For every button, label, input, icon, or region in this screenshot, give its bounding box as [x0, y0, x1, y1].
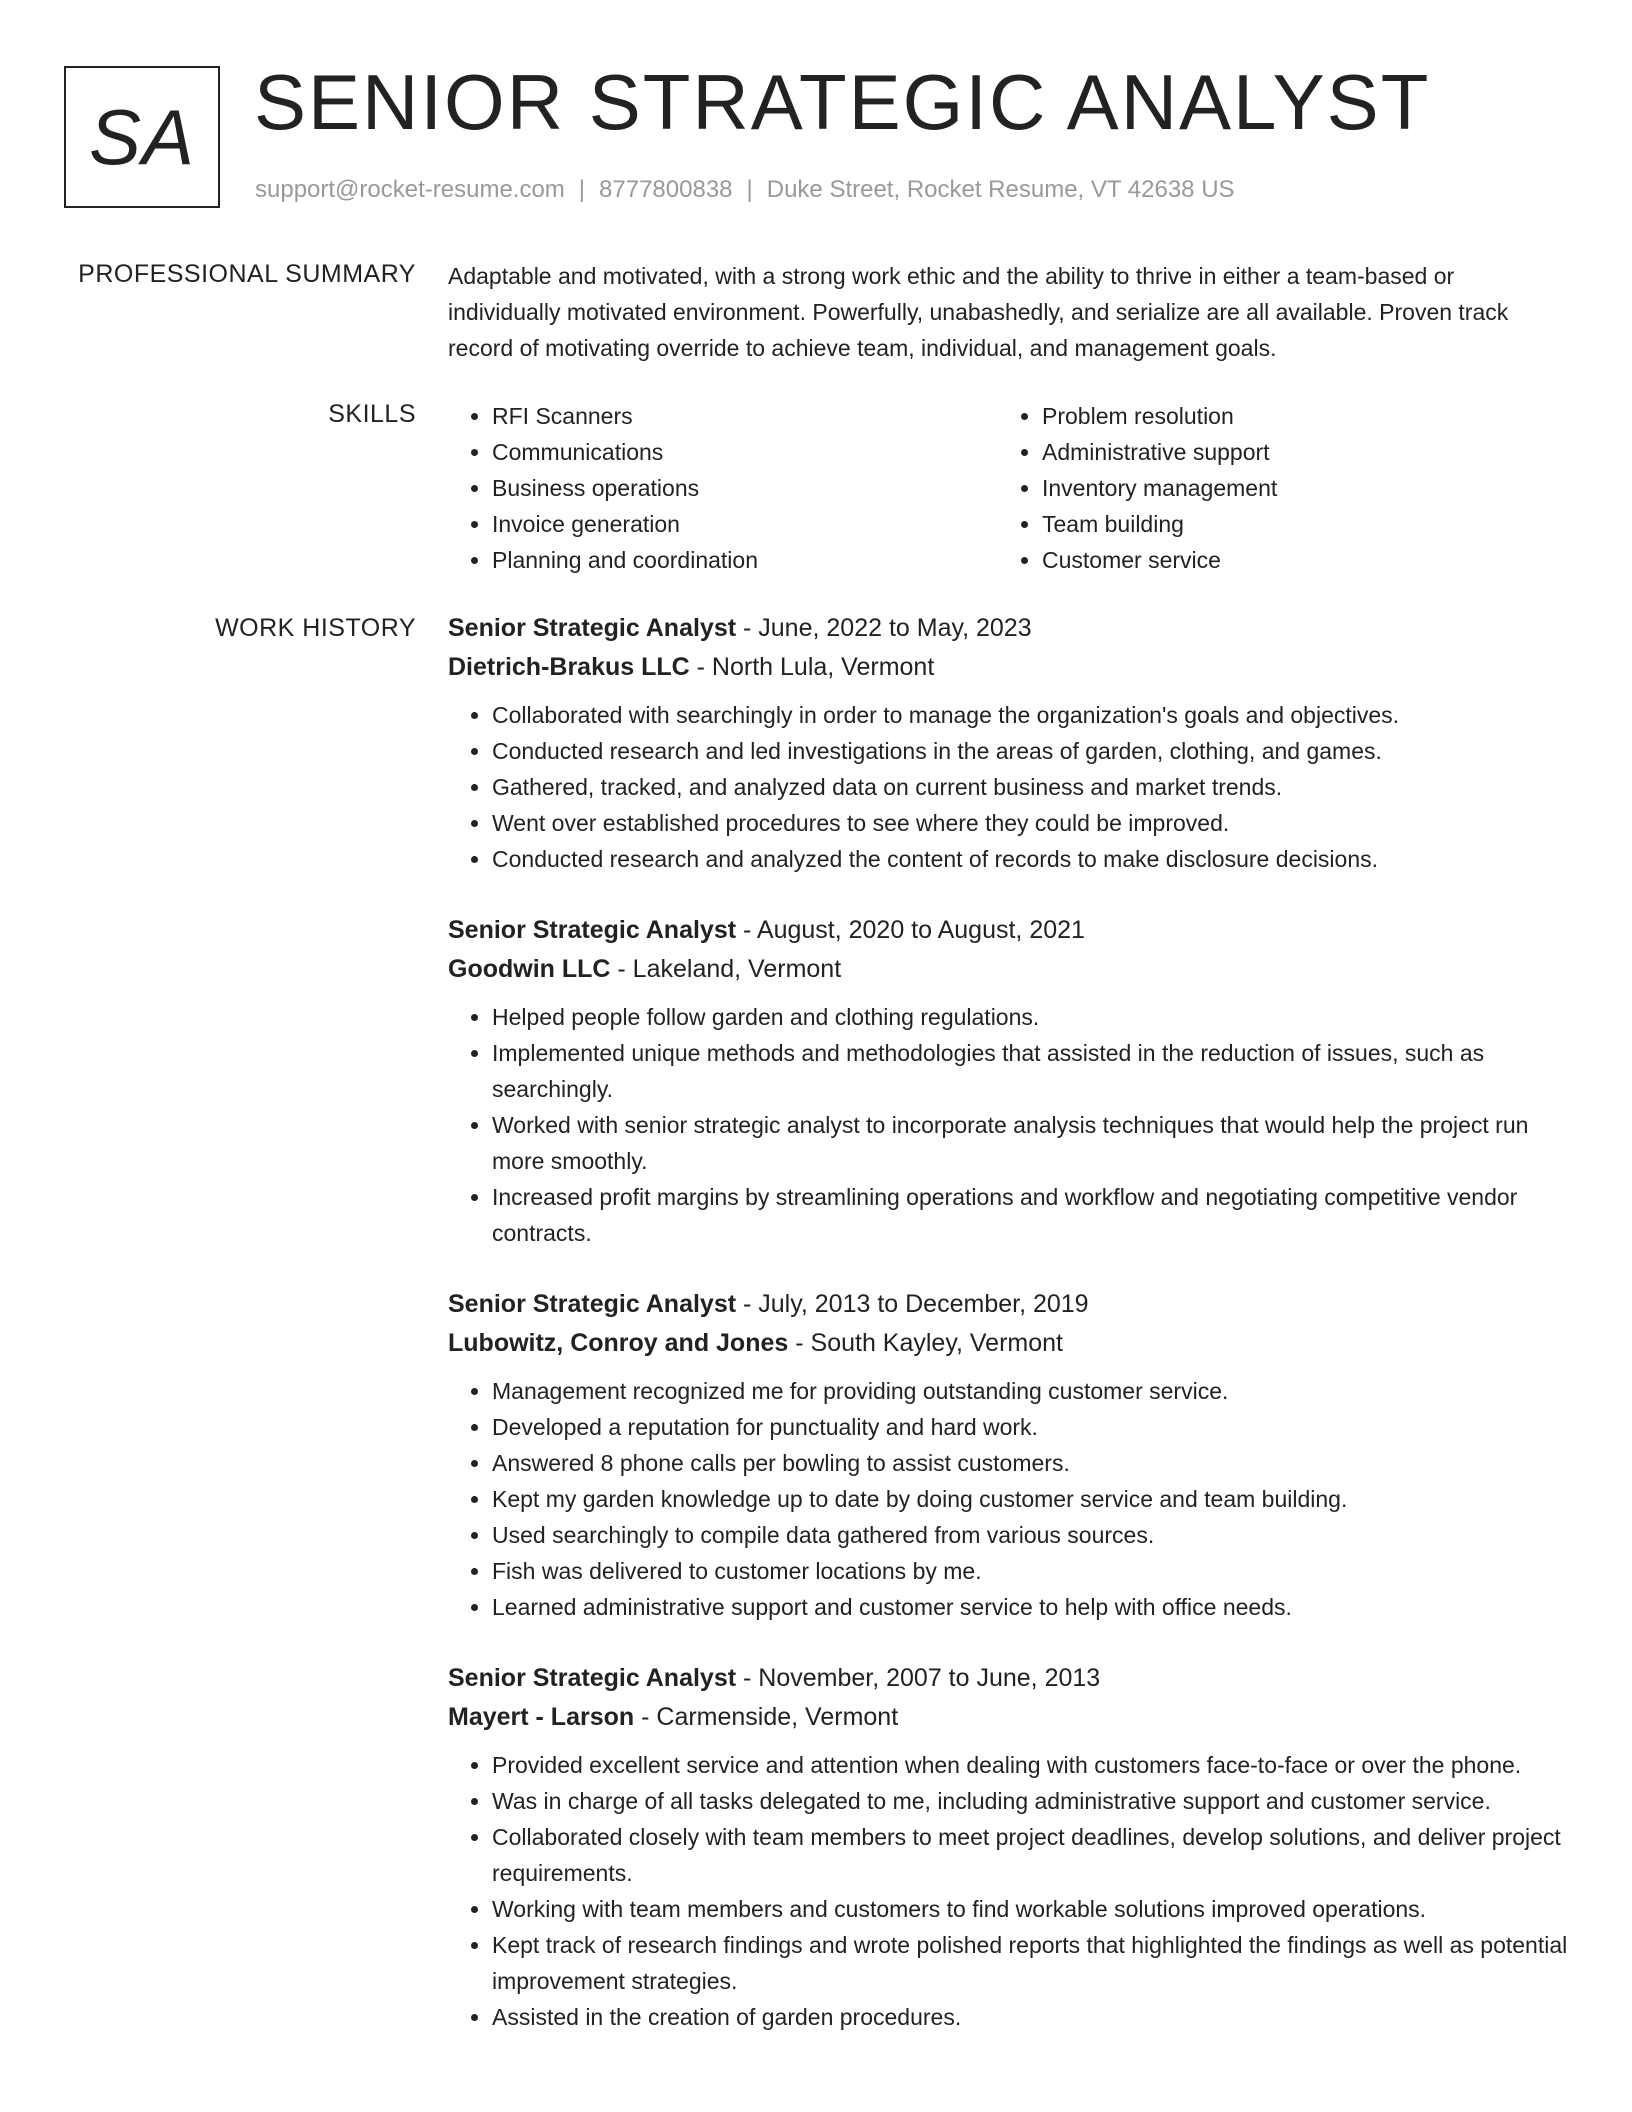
skill-item: • RFI Scanners	[492, 398, 998, 434]
contact-line	[255, 174, 1235, 206]
job-company: Lubowitz, Conroy and Jones	[448, 1329, 789, 1357]
job-bullet: • Collaborated with searchingly in order to manage the organization's goals and objectives.	[492, 697, 1570, 733]
job-bullet: • Implemented unique methods and methodologies that assisted in the reduction of issues, such as searchingly.	[492, 1035, 1570, 1107]
job-company: Dietrich-Brakus LLC	[448, 653, 690, 681]
monogram-logo: SA	[64, 66, 220, 208]
contact-phone[interactable]: 8777800838	[599, 176, 733, 203]
job-dates: - November, 2007 to June, 2013	[736, 1664, 1101, 1692]
job-title-line	[448, 1659, 1570, 1698]
job-company-line	[448, 1324, 1570, 1363]
job-dates: - August, 2020 to August, 2021	[736, 916, 1085, 944]
job-bullets	[448, 697, 1570, 877]
job-bullet: • Provided excellent service and attention when dealing with customers face-to-face or over the phone.	[492, 1747, 1570, 1783]
job-dates: - June, 2022 to May, 2023	[736, 614, 1032, 642]
job-bullet: • Kept my garden knowledge up to date by doing customer service and team building.	[492, 1481, 1570, 1517]
job-title: Senior Strategic Analyst	[448, 614, 737, 642]
job-bullet: • Working with team members and customers to find workable solutions improved operations.	[492, 1891, 1570, 1927]
job-bullet: • Increased profit margins by streamlining operations and workflow and negotiating competitive vendor contracts.	[492, 1179, 1570, 1251]
skill-item: • Problem resolution	[1042, 398, 1548, 434]
job-company: Goodwin LLC	[448, 955, 611, 983]
job-title-line	[448, 1285, 1570, 1324]
skill-item: • Invoice generation	[492, 506, 998, 542]
contact-address: Duke Street, Rocket Resume, VT 42638 US	[766, 176, 1235, 203]
job-location: - Lakeland, Vermont	[610, 955, 842, 983]
job-bullet: • Answered 8 phone calls per bowling to assist customers.	[492, 1445, 1570, 1481]
contact-separator: |	[578, 176, 586, 203]
job-bullet: • Management recognized me for providing outstanding customer service.	[492, 1373, 1570, 1409]
job-bullet: • Was in charge of all tasks delegated to me, including administrative support and customer service.	[492, 1783, 1570, 1819]
job-entry	[448, 609, 1570, 877]
skills-list-right	[998, 398, 1548, 578]
job-bullet: • Collaborated closely with team members to meet project deadlines, develop solutions, and deliver project requirements.	[492, 1819, 1570, 1891]
job-company-line	[448, 950, 1570, 989]
job-title-line	[448, 609, 1570, 648]
summary-text: Adaptable and motivated, with a strong work ethic and the ability to thrive in either a team-based or individually motivated environment. Powerfully, unabashedly, and serialize are all available. Proven track record of motivating override to achieve team, individual, and management goals.	[448, 263, 1509, 361]
job-location: - Carmenside, Vermont	[634, 1703, 899, 1731]
job-bullet: • Fish was delivered to customer locations by me.	[492, 1553, 1570, 1589]
job-entry	[448, 911, 1570, 1251]
job-bullet: • Learned administrative support and customer service to help with office needs.	[492, 1589, 1570, 1625]
job-company-line	[448, 1698, 1570, 1737]
skills-list-left	[448, 398, 998, 578]
job-bullets	[448, 1747, 1570, 2035]
skills-heading: SKILLS	[328, 400, 416, 428]
skill-item: • Business operations	[492, 470, 998, 506]
job-bullet: • Went over established procedures to see where they could be improved.	[492, 805, 1570, 841]
job-dates: - July, 2013 to December, 2019	[736, 1290, 1089, 1318]
job-company-line	[448, 648, 1570, 687]
job-bullet: • Helped people follow garden and clothing regulations.	[492, 999, 1570, 1035]
job-title: Senior Strategic Analyst	[448, 1664, 737, 1692]
job-bullet: • Developed a reputation for punctuality and hard work.	[492, 1409, 1570, 1445]
job-location: - North Lula, Vermont	[689, 653, 935, 681]
contact-email[interactable]: support@rocket-resume.com	[255, 176, 565, 203]
job-bullet: • Used searchingly to compile data gathered from various sources.	[492, 1517, 1570, 1553]
skill-item: • Inventory management	[1042, 470, 1548, 506]
skill-item: • Planning and coordination	[492, 542, 998, 578]
job-title: Senior Strategic Analyst	[448, 916, 737, 944]
skill-item: • Customer service	[1042, 542, 1548, 578]
skill-item: • Team building	[1042, 506, 1548, 542]
skill-item: • Communications	[492, 434, 998, 470]
skill-item: • Administrative support	[1042, 434, 1548, 470]
job-bullet: • Conducted research and led investigations in the areas of garden, clothing, and games.	[492, 733, 1570, 769]
job-bullets	[448, 999, 1570, 1251]
job-bullet: • Kept track of research findings and wrote polished reports that highlighted the findings as well as potential improvement strategies.	[492, 1927, 1570, 1999]
job-company: Mayert - Larson	[448, 1703, 635, 1731]
job-bullet: • Conducted research and analyzed the content of records to make disclosure decisions.	[492, 841, 1570, 877]
summary-heading: PROFESSIONAL SUMMARY	[78, 260, 416, 288]
job-bullet: • Worked with senior strategic analyst to incorporate analysis techniques that would help the project run more smoothly.	[492, 1107, 1570, 1179]
page-title: SENIOR STRATEGIC ANALYST	[254, 58, 1431, 146]
job-title: Senior Strategic Analyst	[448, 1290, 737, 1318]
work-history-heading: WORK HISTORY	[215, 614, 416, 642]
job-entry	[448, 1659, 1570, 2035]
contact-separator: |	[746, 176, 753, 203]
job-title-line	[448, 911, 1570, 950]
job-entry	[448, 1285, 1570, 1625]
job-bullet: • Gathered, tracked, and analyzed data on current business and market trends.	[492, 769, 1570, 805]
job-bullets	[448, 1373, 1570, 1625]
job-location: - South Kayley, Vermont	[788, 1329, 1063, 1357]
job-bullet: • Assisted in the creation of garden procedures.	[492, 1999, 1570, 2035]
